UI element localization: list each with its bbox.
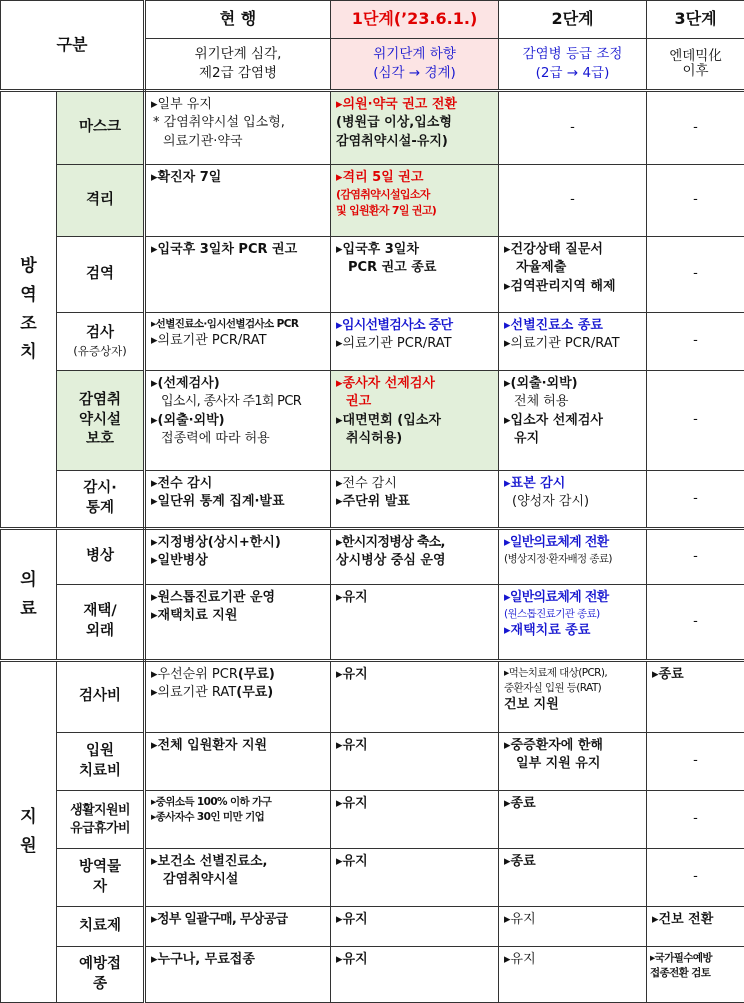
living-stage2: ▸종료 — [499, 791, 647, 849]
homecare-current: ▸원스톱진료기관 운영 ▸재택치료 지원 — [145, 585, 331, 661]
entry-stage3: - — [647, 237, 744, 313]
header-stage1-sub: 위기단계 하향 (심각 → 경계) — [331, 39, 499, 91]
row-label-hospital: 입원 치료비 — [57, 733, 145, 791]
treatment-stage3: ▸건보 전환 — [647, 907, 744, 947]
header-stage2-sub: 감염병 등급 조정 (2급 → 4급) — [499, 39, 647, 91]
testcost-stage2: ▸먹는치료제 대상(PCR), 중환자실 입원 등(RAT) 건보 지원 — [499, 661, 647, 733]
testcost-current: ▸우선순위 PCR(무료) ▸의료기관 RAT(무료) — [145, 661, 331, 733]
living-stage3: - — [647, 791, 744, 849]
entry-current: ▸입국후 3일차 PCR 권고 — [145, 237, 331, 313]
supplies-stage3: - — [647, 849, 744, 907]
isolation-stage1: ▸격리 5일 권고 (감염취약시설입소자 및 입원환자 7일 권고) — [331, 165, 499, 237]
vaccine-stage2: ▸유지 — [499, 947, 647, 1003]
row-label-testing: 검사 (유증상자) — [57, 313, 145, 371]
facility-stage2: ▸(외출·외박) 전체 허용 ▸입소자 선제검사 유지 — [499, 371, 647, 471]
living-current: ▸중위소득 100% 이하 가구 ▸종사자수 30인 미만 기업 — [145, 791, 331, 849]
entry-stage1: ▸입국후 3일차 PCR 권고 종료 — [331, 237, 499, 313]
mask-stage1: ▸의원·약국 권고 전환 (병원급 이상,입소형 감염취약시설-유지) — [331, 91, 499, 165]
hospital-stage1: ▸유지 — [331, 733, 499, 791]
supplies-stage2: ▸종료 — [499, 849, 647, 907]
facility-current: ▸(선제검사) 입소시, 종사자 주1회 PCR ▸(외출·외박) 접종력에 따라 허용 — [145, 371, 331, 471]
group-medical: 의 료 — [1, 529, 57, 661]
surveillance-stage2: ▸표본 감시 (양성자 감시) — [499, 471, 647, 529]
testing-current: ▸선별진료소·임시선별검사소 PCR ▸의료기관 PCR/RAT — [145, 313, 331, 371]
header-stage3-sub: 엔데믹化 이후 — [647, 39, 744, 91]
header-stage1-title: 1단계(’23.6.1.) — [331, 1, 499, 39]
hospital-stage2: ▸중증환자에 한해 일부 지원 유지 — [499, 733, 647, 791]
header-stage3-title: 3단계 — [647, 1, 744, 39]
group-support: 지 원 — [1, 661, 57, 1003]
beds-stage1: ▸한시지정병상 축소, 상시병상 중심 운영 — [331, 529, 499, 585]
surveillance-stage1: ▸전수 감시 ▸주단위 발표 — [331, 471, 499, 529]
beds-current: ▸지정병상(상시+한시) ▸일반병상 — [145, 529, 331, 585]
mask-stage3: - — [647, 91, 744, 165]
isolation-stage3: - — [647, 165, 744, 237]
row-label-beds: 병상 — [57, 529, 145, 585]
row-label-homecare: 재택/ 외래 — [57, 585, 145, 661]
beds-stage3: - — [647, 529, 744, 585]
row-label-facility: 감염취 약시설 보호 — [57, 371, 145, 471]
row-label-entry: 검역 — [57, 237, 145, 313]
hospital-current: ▸전체 입원환자 지원 — [145, 733, 331, 791]
testing-stage3: - — [647, 313, 744, 371]
mask-current: ▸일부 유지 * 감염취약시설 입소형, 의료기관·약국 — [145, 91, 331, 165]
row-label-mask: 마스크 — [57, 91, 145, 165]
supplies-stage1: ▸유지 — [331, 849, 499, 907]
header-category: 구분 — [1, 1, 145, 91]
facility-stage3: - — [647, 371, 744, 471]
homecare-stage3: - — [647, 585, 744, 661]
surveillance-current: ▸전수 감시 ▸일단위 통계 집계·발표 — [145, 471, 331, 529]
mask-stage2: - — [499, 91, 647, 165]
row-label-vaccine: 예방접 종 — [57, 947, 145, 1003]
row-label-living: 생활지원비 유급휴가비 — [57, 791, 145, 849]
surveillance-stage3: - — [647, 471, 744, 529]
vaccine-stage1: ▸유지 — [331, 947, 499, 1003]
group-quarantine: 방 역 조 치 — [1, 91, 57, 529]
header-current-sub: 위기단계 심각, 제2급 감염병 — [145, 39, 331, 91]
treatment-stage2: ▸유지 — [499, 907, 647, 947]
row-label-surveillance: 감시· 통계 — [57, 471, 145, 529]
testing-stage1: ▸임시선별검사소 중단 ▸의료기관 PCR/RAT — [331, 313, 499, 371]
isolation-stage2: - — [499, 165, 647, 237]
hospital-stage3: - — [647, 733, 744, 791]
row-label-isolation: 격리 — [57, 165, 145, 237]
homecare-stage2: ▸일반의료체계 전환 (원스톱진료기관 종료) ▸재택치료 종료 — [499, 585, 647, 661]
homecare-stage1: ▸유지 — [331, 585, 499, 661]
beds-stage2: ▸일반의료체계 전환 (병상지정·환자배정 종료) — [499, 529, 647, 585]
row-label-supplies: 방역물 자 — [57, 849, 145, 907]
treatment-stage1: ▸유지 — [331, 907, 499, 947]
entry-stage2: ▸건강상태 질문서 자율제출 ▸검역관리지역 해제 — [499, 237, 647, 313]
treatment-current: ▸정부 일괄구매, 무상공급 — [145, 907, 331, 947]
vaccine-stage3: ▸국가필수예방 접종전환 검토 — [647, 947, 744, 1003]
row-label-treatment: 치료제 — [57, 907, 145, 947]
isolation-current: ▸확진자 7일 — [145, 165, 331, 237]
living-stage1: ▸유지 — [331, 791, 499, 849]
supplies-current: ▸보건소 선별진료소, 감염취약시설 — [145, 849, 331, 907]
header-current-title: 현 행 — [145, 1, 331, 39]
testcost-stage3: ▸종료 — [647, 661, 744, 733]
row-label-testcost: 검사비 — [57, 661, 145, 733]
header-stage2-title: 2단계 — [499, 1, 647, 39]
testing-stage2: ▸선별진료소 종료 ▸의료기관 PCR/RAT — [499, 313, 647, 371]
vaccine-current: ▸누구나, 무료접종 — [145, 947, 331, 1003]
testcost-stage1: ▸유지 — [331, 661, 499, 733]
facility-stage1: ▸종사자 선제검사 권고 ▸대면면회 (입소자 취식허용) — [331, 371, 499, 471]
